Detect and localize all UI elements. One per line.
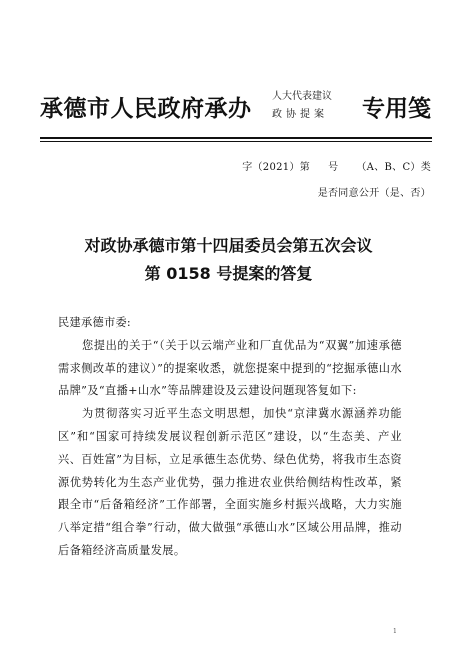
special-use-label: 专用笺 bbox=[362, 96, 431, 122]
paragraph-1: 您提出的关于“（关于以云端产业和厂直优品为“双翼”加速承德需求侧改革的建议）”的提案收悉，就您提案中提到的“挖掘承德山水品牌”及“直播+山水”等品牌建设及云建设问题现答复如下: bbox=[58, 338, 402, 398]
header-rule-thin bbox=[40, 141, 432, 142]
doc-type-line2: 政协提案 bbox=[272, 109, 328, 120]
paragraph-2: 为贯彻落实习近平生态文明思想，加快“京津冀水源涵养功能区”和“国家可持续发展议程创新示范区”建设，以“生态美、产业兴、百姓富”为目标，立足承德生态优势、绿色优势，将我市生态资源优势转化为生态产业优势，强力推进农业供给侧结构性改革，紧跟全市“后备箱经济”工作部署，全面实施乡村振兴战略，大力实施八举定措“组合拳”行动，做大做强“承德山水”区域公用品牌，推动后备箱经济高质量发展。 bbox=[58, 407, 402, 557]
serial-hao: 号 bbox=[328, 162, 339, 173]
doc-type-line1: 人大代表建议 bbox=[272, 91, 332, 102]
page-number: 1 bbox=[393, 628, 397, 635]
doc-body bbox=[58, 312, 402, 563]
doc-title-line1: 对政协承德市第十四届委员会第五次会议 bbox=[84, 236, 373, 255]
doc-type-block bbox=[272, 88, 356, 124]
letterhead bbox=[40, 80, 432, 132]
header-rule-thick bbox=[40, 137, 432, 139]
disclosure-line: 是否同意公开（是、否） bbox=[317, 188, 431, 199]
serial-prefix: 字（2021）第 bbox=[242, 162, 311, 173]
category-label: （A、B、C）类 bbox=[356, 162, 431, 173]
org-name: 承德市人民政府承办 bbox=[40, 96, 252, 122]
serial-number-line bbox=[242, 158, 431, 173]
doc-title-line2: 第 0158 号提案的答复 bbox=[144, 264, 313, 283]
salutation: 民建承德市委: bbox=[58, 316, 131, 329]
